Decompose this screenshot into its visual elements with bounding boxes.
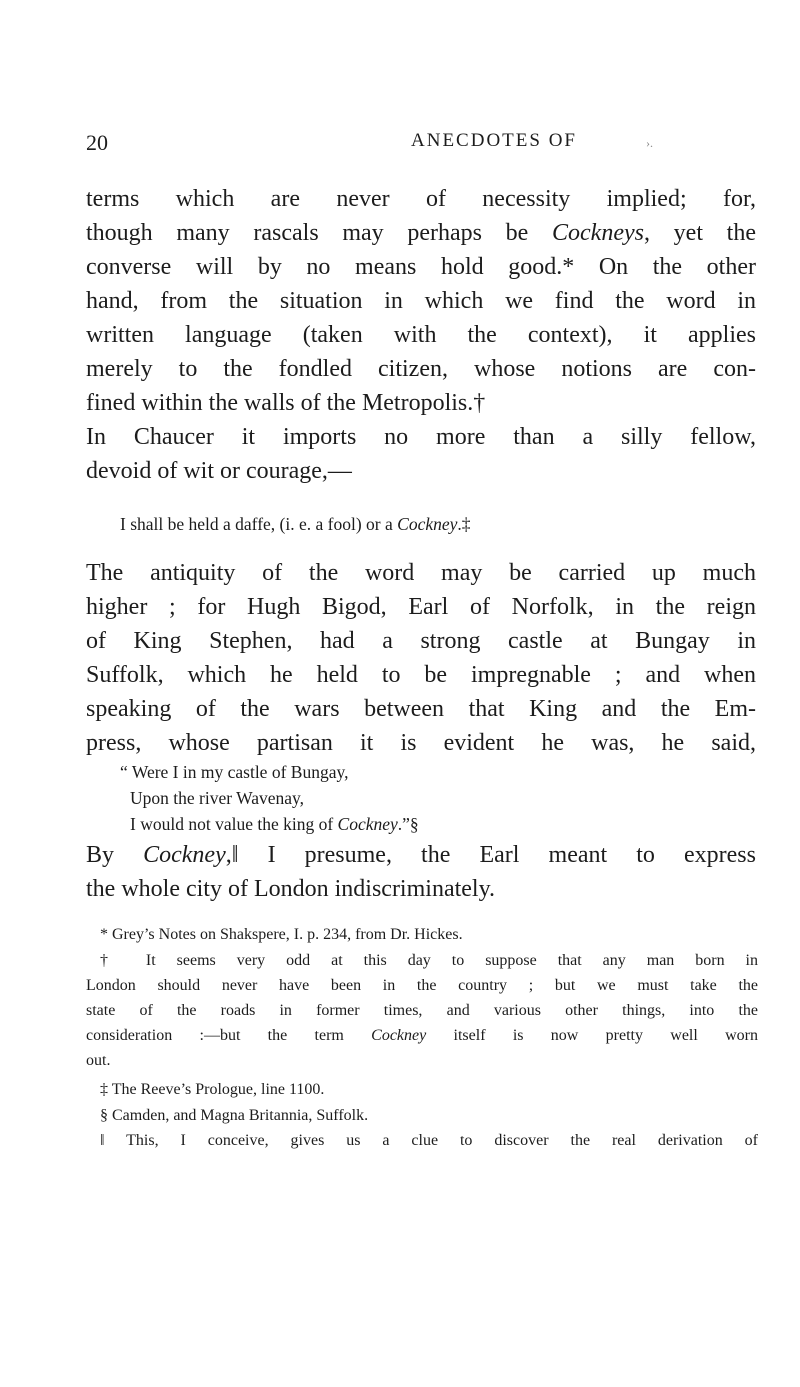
text-segment: Suffolk, which he held to be impregnable ; and when [86, 662, 756, 688]
page-number: 20 [86, 130, 108, 155]
text-segment: “ Were I in my castle of Bungay, [120, 762, 349, 782]
verse-line [130, 812, 419, 836]
text-line [86, 692, 756, 726]
footnote-line [86, 1050, 758, 1072]
italic-text: Cockney [337, 814, 398, 834]
text-line [86, 420, 756, 454]
text-segment: higher ; for Hugh Bigod, Earl of Norfolk, in the reign [86, 594, 756, 620]
footnote-line [100, 1130, 758, 1152]
text-segment: terms which are never of necessity implied; for, [86, 186, 756, 212]
text-line [86, 182, 756, 216]
text-segment: § Camden, and Magna Britannia, Suffolk. [100, 1107, 369, 1124]
text-segment: converse will by no means hold good.* On the other [86, 254, 756, 280]
text-segment: By [86, 842, 144, 868]
text-line [86, 386, 485, 420]
stray-mark: ›. [646, 136, 653, 150]
text-segment: Upon the river Wavenay, [130, 788, 305, 808]
italic-text: Cockney [371, 1027, 427, 1044]
text-segment: In Chaucer it imports no more than a silly fellow, [86, 424, 756, 450]
text-line [86, 624, 756, 658]
italic-text: Cockney [397, 514, 458, 534]
text-segment: † It seems very odd at this day to suppose that any man born in [100, 952, 758, 969]
text-segment: ,‖ I presume, the Earl meant to express [225, 842, 756, 868]
text-line [86, 352, 756, 386]
text-segment: out. [86, 1052, 111, 1069]
footnote-line [86, 1025, 758, 1047]
text-segment: The antiquity of the word may be carried up much [86, 560, 756, 586]
text-segment: press, whose partisan it is evident he was, he said, [86, 730, 756, 756]
text-segment: speaking of the wars between that King and the Em- [86, 696, 756, 722]
text-line [86, 250, 756, 284]
text-segment: I shall be held a daffe, (i. e. a fool) or a [120, 514, 398, 534]
text-segment: the whole city of London indiscriminately. [86, 876, 496, 902]
text-segment: devoid of wit or courage,— [86, 458, 352, 484]
text-segment: , yet the [643, 220, 756, 246]
text-line [86, 838, 756, 872]
text-segment: fined within the walls of the Metropolis.† [86, 390, 486, 416]
text-segment: ‡ The Reeve’s Prologue, line 1100. [100, 1081, 325, 1098]
text-segment: hand, from the situation in which we find the word in [86, 288, 756, 314]
text-segment: .‡ [457, 514, 471, 534]
footnote-line [86, 1000, 758, 1022]
text-segment: * Grey’s Notes on Shakspere, I. p. 234, from Dr. Hickes. [100, 926, 463, 943]
text-line [86, 216, 756, 250]
text-line [86, 726, 756, 760]
text-segment: .”§ [397, 814, 419, 834]
text-line [86, 590, 756, 624]
text-line [86, 454, 352, 488]
text-segment: state of the roads in former times, and various other things, into the [86, 1002, 758, 1019]
text-segment: written language (taken with the context), it applies [86, 322, 756, 348]
text-segment: though many rascals may perhaps be [86, 220, 553, 246]
text-segment: ‖ This, I conceive, gives us a clue to discover the real derivation of [100, 1132, 758, 1149]
text-line [86, 658, 756, 692]
running-title: ANECDOTES OF [411, 130, 577, 151]
text-segment: consideration :—but the term [86, 1027, 372, 1044]
verse-line [130, 786, 304, 810]
chaucer-quote [120, 512, 471, 536]
footnote-line [100, 1079, 758, 1101]
text-segment: itself is now pretty well worn [426, 1027, 759, 1044]
italic-text: Cockney [143, 842, 226, 868]
text-line [86, 318, 756, 352]
text-segment: of King Stephen, had a strong castle at Bungay in [86, 628, 756, 654]
verse-line [120, 760, 348, 784]
text-line [86, 556, 756, 590]
text-line [86, 872, 495, 906]
text-segment: London should never have been in the country ; but we must take the [86, 977, 758, 994]
footnote-line [86, 975, 758, 997]
page-header [86, 130, 714, 160]
text-segment: merely to the fondled citizen, whose notions are con- [86, 356, 756, 382]
text-line [86, 284, 756, 318]
italic-text: Cockneys [552, 220, 644, 246]
footnote-line [100, 924, 758, 946]
footnote-line [100, 950, 758, 972]
footnote-line [100, 1105, 758, 1127]
text-segment: I would not value the king of [130, 814, 338, 834]
